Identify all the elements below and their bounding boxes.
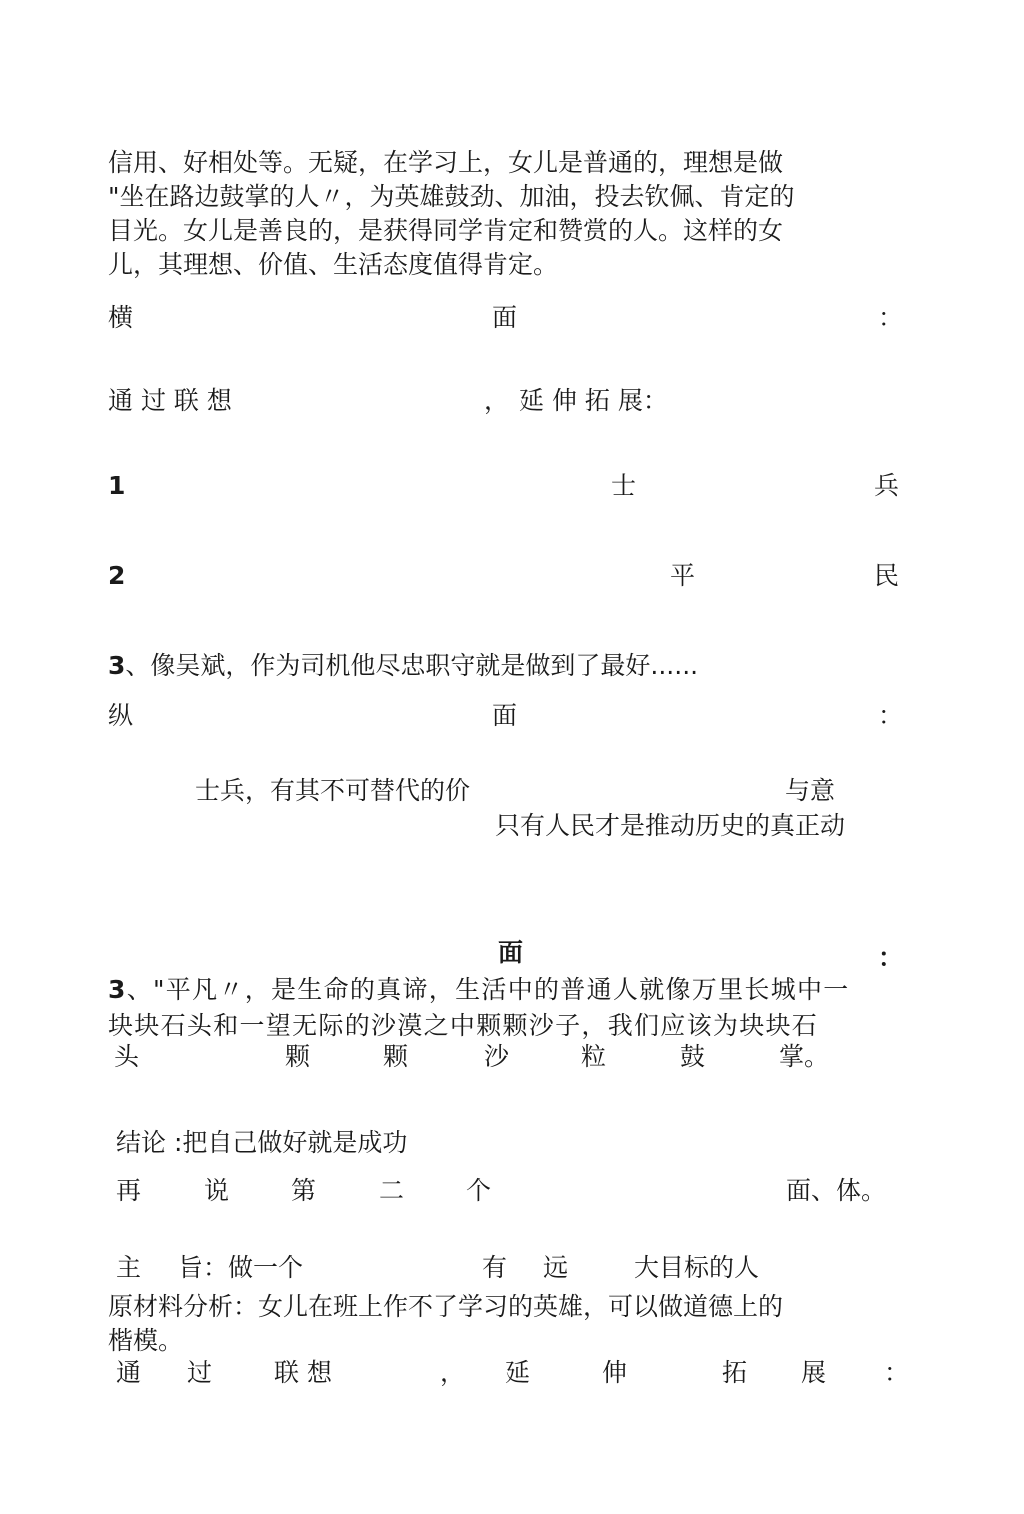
zong-label: 纵 — [108, 701, 134, 730]
intro-line: 信用、好相处等。无疑，在学习上，女儿是普通的，理想是做 — [108, 148, 784, 177]
item-number: 1 — [108, 471, 126, 500]
pingfan-word: 掌。 — [779, 1042, 830, 1071]
tongguo2-colon: ： — [884, 1358, 910, 1387]
tongguo-lianxiang: 通 过 联 想 — [108, 386, 232, 415]
pingfan-word: 颗 — [383, 1042, 409, 1071]
tongguo-comma: ， — [484, 386, 510, 415]
tongguo2-word: 拓 — [722, 1358, 748, 1387]
zaishuo-end: 面、体。 — [786, 1176, 887, 1205]
analysis-paragraph — [108, 1290, 868, 1358]
intro-line: 目光。女儿是善良的，是获得同学肯定和赞赏的人。这样的女 — [108, 216, 784, 245]
zong-mian: 面 — [492, 701, 518, 730]
pingfan-word: 鼓 — [680, 1042, 706, 1071]
pingfan-word: 粒 — [581, 1042, 607, 1071]
tongguo2-word: 伸 — [602, 1358, 628, 1387]
mian-colon: ： — [878, 943, 904, 972]
conclusion: 结论 :把自己做好就是成功 — [116, 1128, 408, 1157]
zhuzhi-end: 大目标的人 — [634, 1253, 760, 1282]
tongguo2-word: 过 — [187, 1358, 213, 1387]
yanshen-tuozhan: 延 伸 拓 展： — [519, 386, 668, 415]
item-number: 2 — [108, 561, 126, 590]
zhuzhi-label: 主 — [116, 1253, 142, 1282]
zhuzhi-word: 有 — [482, 1253, 508, 1282]
tongguo2-comma: ， — [440, 1358, 466, 1387]
zaishuo-word: 说 — [204, 1176, 230, 1205]
tongguo2-word: 联 想 — [274, 1358, 332, 1387]
intro-paragraph — [108, 146, 868, 282]
item-bing: 兵 — [874, 471, 900, 500]
zaishuo-word: 二 — [379, 1176, 405, 1205]
mian-heading: 面 — [498, 938, 524, 967]
pingfan-line — [108, 974, 850, 1006]
people-text: 只有人民才是推动历史的真正动 — [495, 811, 846, 840]
tongguo2-word: 延 — [505, 1358, 531, 1387]
soldier-meaning: 与意 — [785, 776, 836, 805]
zhuzhi-text: 旨：做一个 — [178, 1253, 304, 1282]
pingfan-word: 颗 — [285, 1042, 311, 1071]
zhuzhi-word: 远 — [543, 1253, 569, 1282]
pingfan-line: 块块石头和一望无际的沙漠之中颗颗沙子，我们应该为块块石 — [108, 1011, 819, 1040]
zaishuo-word: 个 — [466, 1176, 492, 1205]
item-number: 3 — [108, 651, 126, 680]
item-3-line — [108, 650, 698, 682]
soldier-text: 士兵，有其不可替代的价 — [195, 776, 471, 805]
item-3-text: 、像吴斌，作为司机他尽忠职守就是做到了最好...... — [125, 651, 699, 680]
zaishuo-word: 再 — [116, 1176, 142, 1205]
analysis-line: 原材料分析：女儿在班上作不了学习的英雄，可以做道德上的 — [108, 1292, 784, 1321]
heng-mian: 面 — [492, 303, 518, 332]
tongguo2-word: 通 — [116, 1358, 142, 1387]
zaishuo-word: 第 — [291, 1176, 317, 1205]
heng-colon: ： — [878, 303, 904, 332]
intro-line: "坐在路边鼓掌的人〃，为英雄鼓劲、加油，投去钦佩、肯定的 — [108, 182, 795, 211]
analysis-line: 楷模。 — [108, 1326, 184, 1355]
pingfan-word: 头 — [114, 1042, 140, 1071]
heng-label: 横 — [108, 303, 134, 332]
pingfan-word: 沙 — [484, 1042, 510, 1071]
item-shi: 士 — [611, 471, 637, 500]
item-ping: 平 — [670, 561, 696, 590]
item-number: 3 — [108, 975, 127, 1004]
item-min: 民 — [874, 561, 900, 590]
intro-line: 儿，其理想、价值、生活态度值得肯定。 — [108, 250, 559, 279]
pingfan-text: 、"平凡〃，是生命的真谛，生活中的普通人就像万里长城中一 — [126, 975, 850, 1004]
tongguo2-word: 展 — [801, 1358, 827, 1387]
zong-colon: ： — [878, 701, 904, 730]
